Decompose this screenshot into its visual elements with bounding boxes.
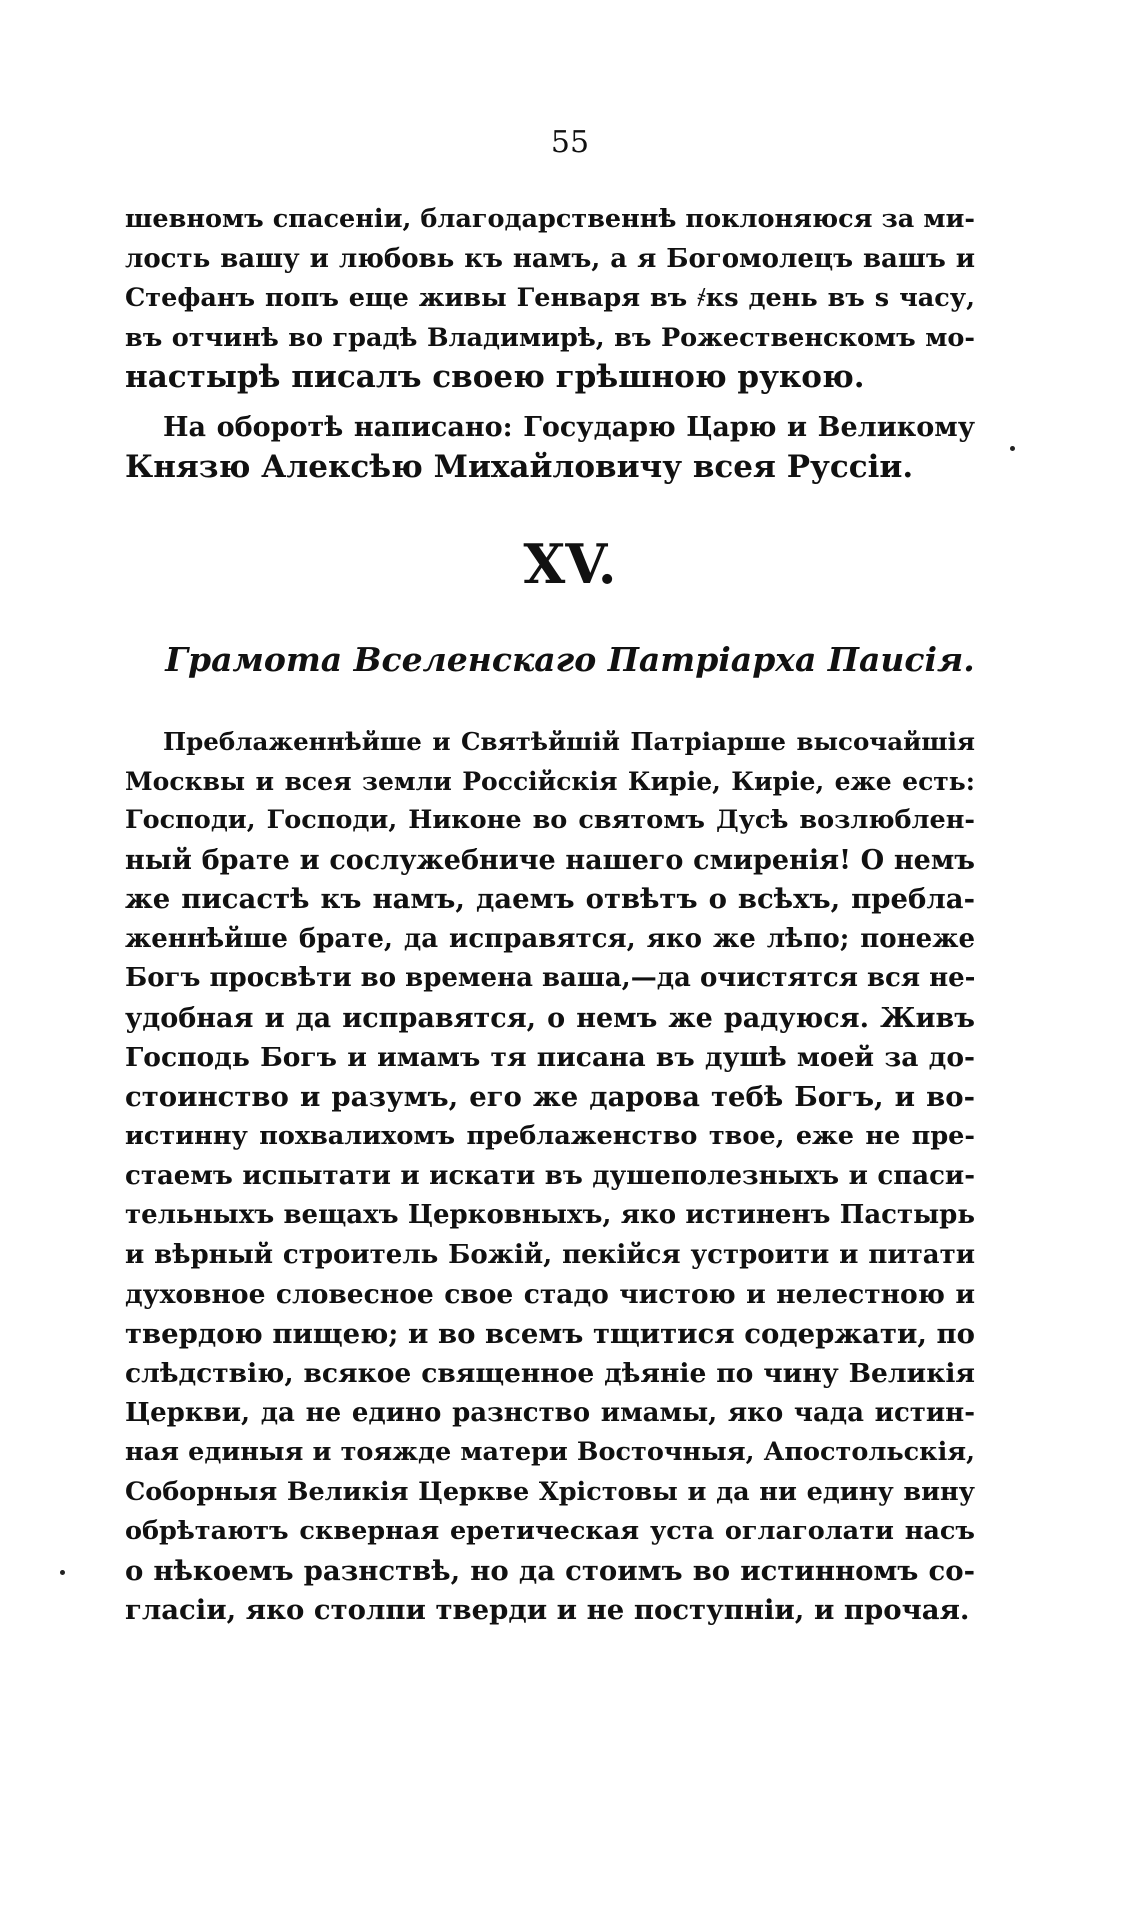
text-line: лость вашу и любовь къ намъ, а я Богомолецъ вашъ и	[125, 243, 975, 274]
text-line: тельныхъ вещахъ Церковныхъ, яко истиненъ Пастырь	[125, 1200, 975, 1230]
text-line: шевномъ спасеніи, благодарственнѣ поклоняюся за ми-	[125, 204, 975, 234]
print-speck	[1010, 446, 1015, 451]
print-speck	[60, 1570, 65, 1575]
text-line: Москвы и всея земли Россійскія Киріе, Киріе, еже есть:	[125, 766, 975, 796]
text-line: Господи, Господи, Никоне во святомъ Дусѣ возлюблен-	[125, 805, 975, 835]
text-line: На оборотѣ написано: Государю Царю и Великому	[163, 412, 975, 443]
text-line: ная единыя и тояжде матери Восточныя, Апостольскія,	[125, 1437, 975, 1467]
text-line: удобная и да исправятся, о немъ же радуюся. Живъ	[125, 1002, 975, 1034]
page-number: 55	[550, 125, 590, 160]
text-line: женнѣйше брате, да исправятся, яко же лѣпо; понеже	[125, 923, 975, 954]
letter-continuation	[125, 200, 975, 398]
text-line: же писастѣ къ намъ, даемъ отвѣтъ о всѣхъ, пребла-	[125, 883, 975, 915]
text-line: твердою пищею; и во всемъ тщитися содержати, по	[125, 1317, 975, 1350]
text-line: о нѣкоемъ разнствѣ, но да стоимъ во истинномъ со-	[125, 1554, 975, 1587]
text-line: Церкви, да не едино разнство имамы, яко чада истин-	[125, 1397, 975, 1428]
text-line: Князю Алексѣю Михайловичу всея Руссіи.	[125, 448, 914, 485]
text-line: обрѣтаютъ скверная еретическая уста оглаголати насъ	[125, 1516, 975, 1546]
text-line: ный брате и сослужебниче нашего смиренія! О немъ	[125, 844, 975, 876]
text-line: духовное словесное свое стадо чистою и нелестною и	[125, 1279, 975, 1310]
text-line: стаемъ испытати и искати въ душеполезныхъ и спаси-	[125, 1160, 975, 1191]
text-line: Господь Богъ и имамъ тя писана въ душѣ моей за до-	[125, 1042, 975, 1073]
text-line: Соборныя Великія Церкве Хрістовы и да ни едину вину	[125, 1476, 975, 1507]
text-line: гласіи, яко столпи тверди и не поступніи, и прочая.	[125, 1594, 970, 1626]
text-line: Богъ просвѣти во времена ваша,—да очистятся вся не-	[125, 963, 976, 993]
section-number: XV.	[523, 532, 617, 596]
text-line: истинну похвалихомъ преблаженство твое, еже не пре-	[125, 1121, 975, 1151]
text-line: слѣдствію, всякое священное дѣяніе по чину Великія	[125, 1358, 975, 1389]
patriarch-letter-text	[125, 722, 975, 1631]
text-line: стоинство и разумъ, его же дарова тебѣ Богъ, и во-	[125, 1080, 975, 1113]
section-title: Грамота Вселенскаго Патріарха Паисія.	[165, 640, 975, 679]
text-line: настырѣ писалъ своею грѣшною рукою.	[125, 359, 865, 395]
reverse-side-note	[125, 408, 975, 487]
text-line: въ отчинѣ во градѣ Владимирѣ, въ Рожественскомъ мо-	[125, 322, 975, 353]
text-line: Преблаженнѣйше и Святѣйшій Патріарше высочайшія	[163, 727, 975, 756]
text-line: Стефанъ попъ еще живы Генваря въ ҂кѕ день въ ѕ часу,	[125, 283, 975, 313]
text-line: и вѣрный строитель Божій, пекійся устроити и питати	[125, 1239, 975, 1270]
